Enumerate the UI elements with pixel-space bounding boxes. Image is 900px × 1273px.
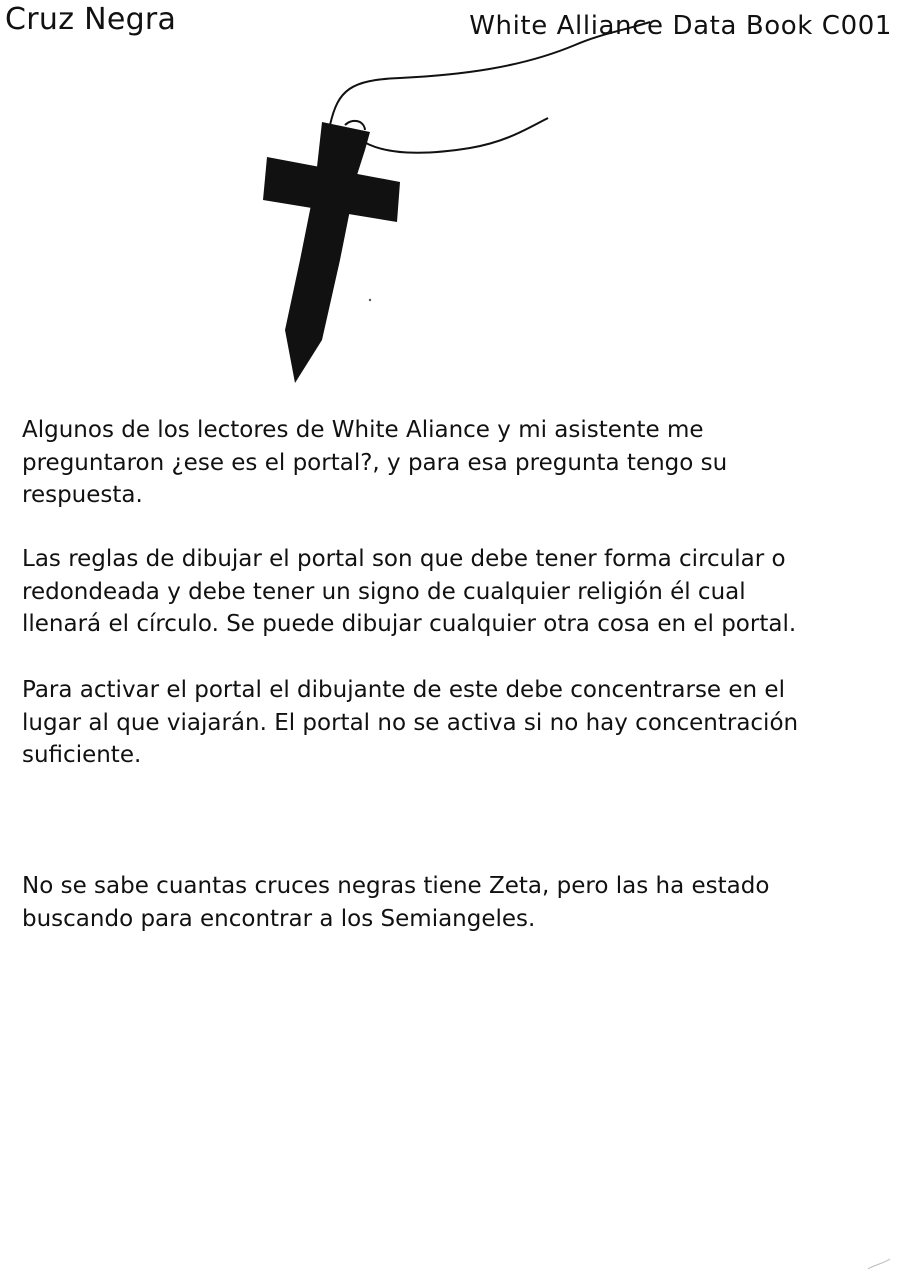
- paragraph-1: Algunos de los lectores de White Aliance y mi asistente me preguntaron ¿ese es el portal?, y para esa pregunta tengo su respuesta.: [22, 417, 728, 508]
- paragraph-3: Para activar el portal el dibujante de este debe concentrarse en el lugar al que viajarán. El portal no se activa si no hay concentración suficiente.: [22, 677, 799, 768]
- book-title: White Alliance Data Book C001: [469, 11, 892, 41]
- paragraph-4: No se sabe cuantas cruces negras tiene Zeta, pero las ha estado buscando para encontrar a los Semiangeles.: [22, 873, 770, 932]
- cross-vertical-beam: [285, 122, 370, 383]
- scan-speck-icon: [860, 1243, 900, 1273]
- pendant-string-lower: [358, 118, 548, 153]
- page-title: Cruz Negra: [5, 2, 177, 37]
- paragraph-2: Las reglas de dibujar el portal son que debe tener forma circular o redondeada y debe tener un signo de cualquier religión él cual llenará el círculo. Se puede dibujar cualquier otra cosa en el portal.: [22, 546, 797, 637]
- black-cross-pendant-icon: [0, 0, 900, 400]
- pendant-string-upper: [330, 22, 650, 125]
